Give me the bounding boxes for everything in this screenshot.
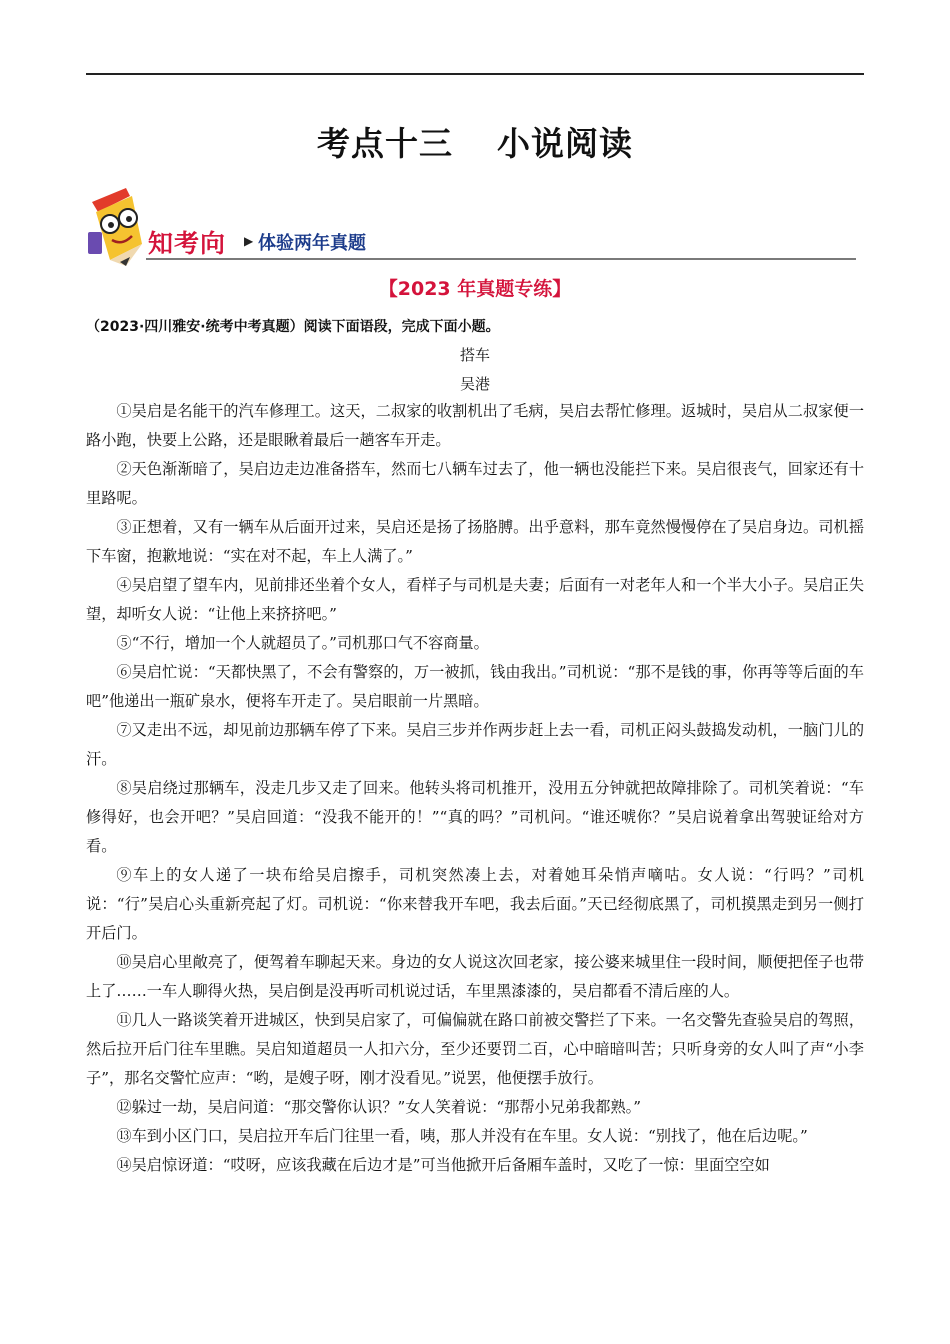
paragraph: ④吴启望了望车内，见前排还坐着个女人，看样子与司机是夫妻；后面有一对老年人和一个半大小子。吴启正失望，却听女人说：“让他上来挤挤吧。” [86,576,864,623]
paragraph: ⑦又走出不远，却见前边那辆车停了下来。吴启三步并作两步赶上去一看，司机正闷头鼓捣发动机，一脑门儿的汗。 [86,721,864,768]
story-author: 吴港 [459,375,490,393]
paragraph: ⑩吴启心里敞亮了，便驾着车聊起天来。身边的女人说这次回老家，接公婆来城里住一段时间，顺便把侄子也带上了……一车人聊得火热，吴启倒是没再听司机说过话，车里黑漆漆的，吴启都看不清后座的人。 [86,953,864,1000]
paragraph: ⑪几人一路谈笑着开进城区，快到吴启家了，可偏偏就在路口前被交警拦了下来。一名交警先查验吴启的驾照，然后拉开后门往车里瞧。吴启知道超员一人扣六分，至少还要罚二百，心中暗暗叫苦；只听身旁的女人叫了声“小李子”，那名交警忙应声：“哟，是嫂子呀，刚才没看见。”说罢，他便摆手放行。 [86,1011,864,1087]
paragraph: ⑧吴启绕过那辆车，没走几步又走了回来。他转头将司机推开，没用五分钟就把故障排除了。司机笑着说：“车修得好，也会开吧？”吴启回道：“没我不能开的！”“真的吗？”司机问。“谁还唬你？”吴启说着拿出驾驶证给对方看。 [86,779,864,855]
paragraph: ⑫躲过一劫，吴启问道：“那交警你认识？”女人笑着说：“那帮小兄弟我都熟。” [116,1098,642,1116]
banner-label: 知考向 [148,229,227,258]
banner-subtitle: 体验两年真题 [258,233,366,254]
pencil-mascot-icon [86,182,156,266]
section-heading: 【2023 年真题专练】 [378,278,572,300]
story-body [86,397,864,1180]
page-title-main: 考点十三 [317,124,453,163]
page-title-sub: 小说阅读 [497,124,633,163]
paragraph: ②天色渐渐暗了，吴启边走边准备搭车，然而七八辆车过去了，他一辆也没能拦下来。吴启很丧气，回家还有十里路呢。 [86,460,864,507]
section-banner [86,182,856,264]
page-title [0,118,950,165]
paragraph: ⑤“不行，增加一个人就超员了。”司机那口气不容商量。 [116,634,489,652]
play-arrow-icon: ▶ [244,234,254,248]
banner-underline [146,258,856,260]
paragraph: ⑭吴启惊讶道：“哎呀，应该我藏在后边才是”可当他掀开后备厢车盖时，又吃了一惊：里面空空如 [116,1156,770,1174]
paragraph: ③正想着，又有一辆车从后面开过来，吴启还是扬了扬胳膊。出乎意料，那车竟然慢慢停在了吴启身边。司机摇下车窗，抱歉地说：“实在对不起，车上人满了。” [86,518,864,565]
question-source: （2023·四川雅安·统考中考真题）阅读下面语段，完成下面小题。 [86,319,500,335]
paragraph: ①吴启是名能干的汽车修理工。这天，二叔家的收割机出了毛病，吴启去帮忙修理。返城时，吴启从二叔家便一路小跑，快要上公路，还是眼瞅着最后一趟客车开走。 [86,402,864,449]
story-title: 搭车 [459,346,490,364]
paragraph: ⑨车上的女人递了一块布给吴启擦手，司机突然凑上去，对着她耳朵悄声嘀咕。女人说：“行吗？”司机说：“行”吴启心头重新亮起了灯。司机说：“你来替我开车吧，我去后面。”天已经彻底黑了，司机摸黑走到另一侧打开后门。 [86,866,864,942]
header-rule [86,73,864,75]
paragraph: ⑥吴启忙说：“天都快黑了，不会有警察的，万一被抓，钱由我出。”司机说：“那不是钱的事，你再等等后面的车吧”他递出一瓶矿泉水，便将车开走了。吴启眼前一片黑暗。 [86,663,864,710]
paragraph: ⑬车到小区门口，吴启拉开车后门往里一看，咦，那人并没有在车里。女人说：“别找了，他在后边呢。” [116,1127,808,1145]
